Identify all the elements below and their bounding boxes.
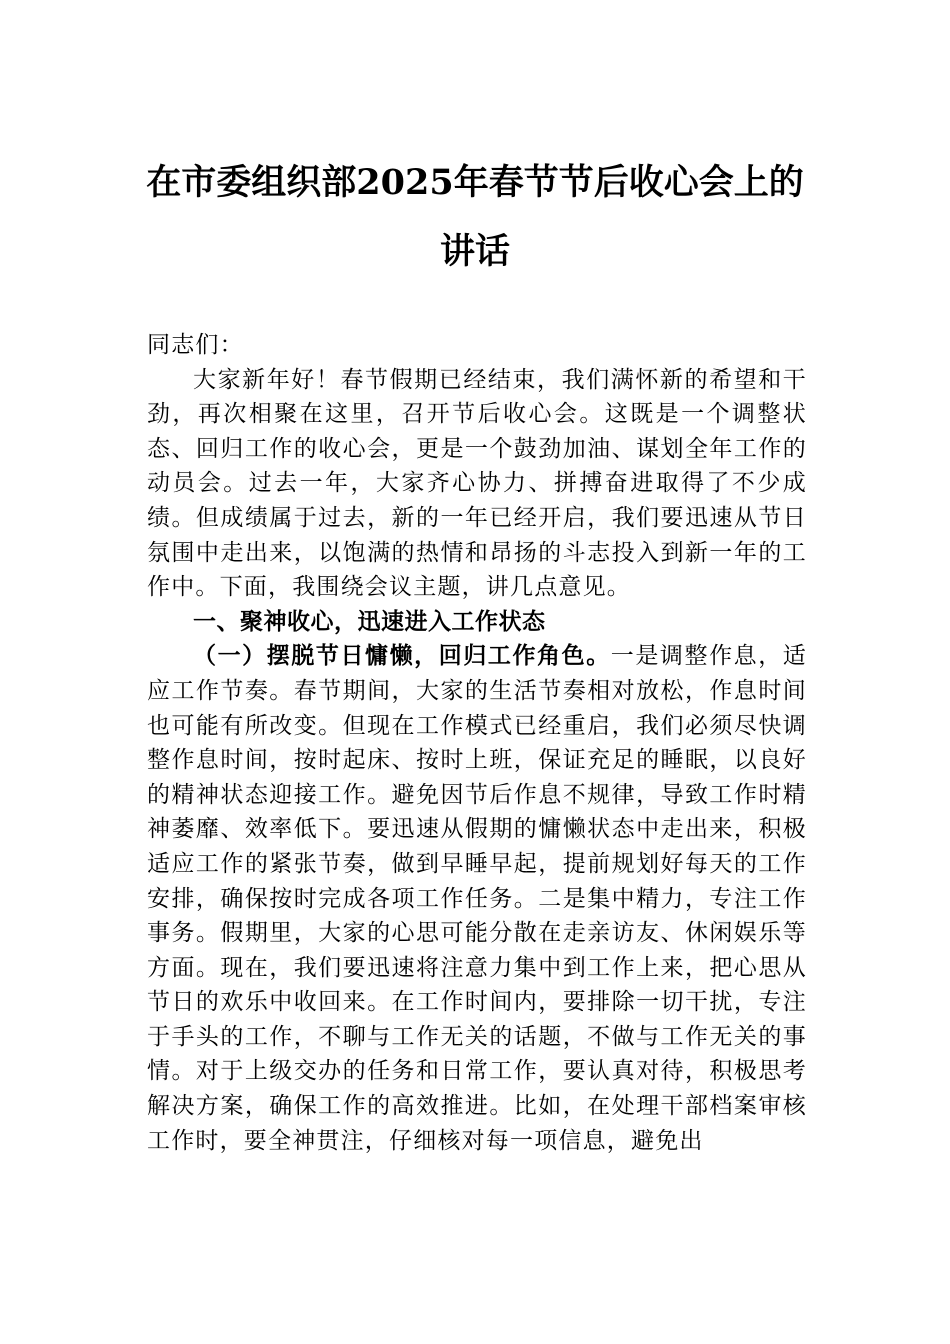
document-title-line-2: 讲话: [439, 231, 510, 272]
intro-paragraph: 大家新年好！春节假期已经结束，我们满怀新的希望和干劲，再次相聚在这里，召开节后收心会。这既是一个调整状态、回归工作的收心会，更是一个鼓劲加油、谋划全年工作的动员会。过去一年，大家齐心协力、拼搏奋进取得了不少成绩。但成绩属于过去，新的一年已经开启，我们要迅速从节日氛围中走出来，以饱满的热情和昂扬的斗志投入到新一年的工作中。下面，我围绕会议主题，讲几点意见。: [147, 366, 807, 601]
section-1-paragraph-1-body: 一是调整作息，适应工作节奏。春节期间，大家的生活节奏相对放松，作息时间也可能有所改变。但现在工作模式已经重启，我们必须尽快调整作息时间，按时起床、按时上班，保证充足的睡眠，以良好的精神状态迎接工作。避免因节后作息不规律，导致工作时精神萎靡、效率低下。要迅速从假期的慵懒状态中走出来，积极适应工作的紧张节奏，做到早睡早起，提前规划好每天的工作安排，确保按时完成各项工作任务。二是集中精力，专注工作事务。假期里，大家的心思可能分散在走亲访友、休闲娱乐等方面。现在，我们要迅速将注意力集中到工作上来，把心思从节日的欢乐中收回来。在工作时间内，要排除一切干扰，专注于手头的工作，不聊与工作无关的话题，不做与工作无关的事情。对于上级交办的任务和日常工作，要认真对待，积极思考解决方案，确保工作的高效推进。比如，在处理干部档案审核工作时，要全神贯注，仔细核对每一项信息，避免出: [147, 643, 807, 1154]
section-1-paragraph-1: [147, 639, 807, 1158]
sub-heading-1: （一）摆脱节日慵懒，回归工作角色。: [193, 643, 611, 670]
document-body: [147, 328, 807, 1158]
section-heading-1: 一、聚神收心，迅速进入工作状态: [193, 608, 546, 635]
document-title-line-1: 在市委组织部2025年春节节后收心会上的: [146, 162, 804, 203]
salutation: 同志们：: [147, 332, 244, 358]
